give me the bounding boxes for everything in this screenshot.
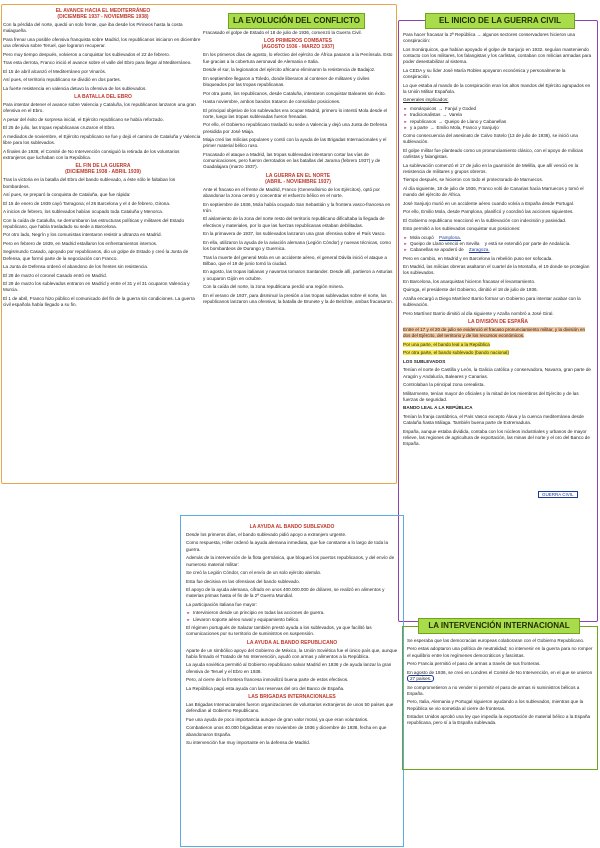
paragraph: La Junta de Defensa ordenó el abandono de los frentes sin resistencia. <box>3 264 149 270</box>
list-key: monárquicos <box>410 105 437 111</box>
text: En agosto de 1936, se creó en Londres el Comité de No Intervención, en el que se unieron <box>407 669 593 675</box>
paragraph: Tenían el norte de Castilla y León, la Galicia católica y conservadora, Navarra, gran parte de Aragón y Andalucía, Baleares y Canarias. <box>403 367 591 379</box>
paragraph: Se esperaba que las democracias europeas colaboraran con el Gobierno Republicano. <box>407 638 585 643</box>
paragraph: En septiembre de 1936, Mola había ocupado San Sebastián y la frontera vasco-francesa en Irún. <box>203 201 391 213</box>
paragraph: A mediados de noviembre, el Ejército republicano se fue y dejó el camino de Cataluña y Valencia libre para los sublevados. <box>3 133 201 146</box>
paragraph: Se comprometieron a no vender ni permitir el paso de armas ni suministros bélicos a España. <box>407 684 580 696</box>
guerra-civil-box: GUERRA CIVIL <box>538 491 578 498</box>
paragraph: Esto permitió a los sublevados conquistar sus posiciones: <box>403 226 521 232</box>
paragraph: El golpe militar fue planteado como un pronunciamiento clásico, con el apoyo de milicias carlistas y falangistas. <box>403 147 584 160</box>
paragraph: La sublevación comenzó el 17 de julio en la guarnición de Melilla, que allí venció en la resistencia de militares y grupos obreros. <box>403 162 579 174</box>
list-value: Queipo de Llano y Cabanellas <box>444 118 507 124</box>
paragraph: En septiembre llegaron a Toledo, donde liberaron al contener de militares y civiles bloqueados por las tropas republicanas. <box>203 75 370 88</box>
highlight-text: Por otra parte, el bando sublevado (bando nacional) <box>403 350 509 356</box>
list-value: y está se extendió por parte de Andalucía. <box>484 240 571 246</box>
paragraph <box>403 342 593 348</box>
paragraph: El Gobierno republicano reaccionó en la sublevación con indecisión y pasividad. <box>403 217 567 223</box>
paragraph: Para frenar una posible ofensiva franquista sobre Madrid, los republicanos iniciaron en diciembre una ofensiva sobre Teruel, que lograron recuperar. <box>3 36 201 49</box>
paragraph: A pesar del éxito de sorpresa inicial, el Ejército republicano se había reforzado. <box>3 116 164 122</box>
list-key: Cabanellas se apoderó de <box>410 247 464 253</box>
paragraph: Tras la muerte del general Mola en un accidente aéreo, el general Dávila inició el ataque a Bilbao, que el 19 de junio tomó la ciudad. <box>203 254 387 266</box>
paragraph <box>403 327 593 340</box>
paragraph <box>407 670 593 683</box>
paragraph: Fracasado el ataque a Madrid, las tropas sublevadas intentaron cortar las vías de comunicaciones, pero fueron derrotados en las batallas del Jarama (febrero 1937) y de Guadalajara (marzo 1937). <box>203 151 381 170</box>
paragraph: Por otra parte, los republicanos, desde Cataluña, intentaron conquistar Baleares sin éxito. <box>203 90 386 96</box>
list-text: Llevaron soporte aéreo naval y equipamiento bélico. <box>193 616 300 622</box>
text: algunos sectores conservadores hicieron una conspiración: <box>403 32 576 44</box>
paragraph: Pero en febrero de 1939, en Madrid estallaron los enfrentamientos internos. <box>3 240 158 246</box>
list-key: y a parte <box>410 124 428 130</box>
paragraph: A inicios de febrero, los sublevados habían ocupado toda Cataluña y Menorca. <box>3 209 164 215</box>
section-subtitle-fin: (DICIEMBRE 1938 - ABRIL 1939) <box>65 169 141 176</box>
subheading-leal: BANDO LEAL A LA REPÚBLICA <box>403 405 473 411</box>
paragraph: Hasta noviembre, ambos bandos trataron de consolidar posiciones. <box>203 99 341 105</box>
paragraph: Desde el sur, la legionarios del ejército africano eliminaron la resistencia de Badajoz. <box>203 67 376 73</box>
list-item <box>186 617 398 623</box>
paragraph: Los monárquicos, que habían apoyado el golpe de Sanjurjo en 1932, seguían manteniendo contacto con los militares, los falangistas y los carlistas, contaban con milicias armadas para poder desestabilizar al sistema. <box>403 46 592 65</box>
list-title: Generales implicados: <box>403 97 449 103</box>
highlight-text: Entre el 17 y el 20 de julio se evidenció el fracaso pronunciamiento militar, y la división en dos del Ejército, del territorio y de los recursos económicos. <box>403 327 586 339</box>
paragraph: Las Brigadas Internacionales fueron organizaciones de voluntarios extranjeros de unos 50 países que defendían al Gobierno Republicano. <box>186 702 394 714</box>
paragraph: Pero en cambio, en Madrid y en Barcelona la rebelión puso ser sofocada. <box>403 255 553 261</box>
paragraph: Por ello, Emilio Mola, desde Pamplona, planificó y coordinó las acciones siguientes. <box>403 209 574 215</box>
paragraph: Tras esta derrota, Franco inició el avance sobre el valle del Ebro para llegar al Mediterráneo. <box>3 60 192 66</box>
paragraph: José Sanjurjo murió en un accidente aéreo cuando volvía a España desde Portugal. <box>403 200 575 206</box>
paragraph: El régimen portugués de Salazar también prestó ayuda a los sublevados, ya que facilitó las comunicaciones por su territorio de suministros en suspensión. <box>186 624 372 637</box>
ayuda-column <box>186 522 398 749</box>
paragraph: En ella, utilizaron la ayuda de la aviación alemana (Legión Cóndor) y nuevas técnicas, como los bombardeos de Durango y Guernica. <box>203 239 391 252</box>
paragraph: Como respuesta, Hitler ordenó la ayuda alemana inmediata, que fue constante a lo largo de toda la guerra. <box>186 540 388 552</box>
text: Para hacer fracasar la 2ª República <box>403 32 476 37</box>
paragraph: Por otro lado, Negrín y los comunistas intentaron resistir a ultranza en Madrid. <box>3 232 162 238</box>
positions-list <box>403 235 593 254</box>
section-subtitle-combates: (AGOSTO 1936 - MARZO 1937) <box>261 44 335 51</box>
paragraph: La ayuda soviética permitió al Gobierno republicano salvar Madrid en 1936 y de ayuda lanzar la gran ofensiva de Teruel y el Ebro en 1938. <box>186 662 392 674</box>
section-title-fin: EL FIN DE LA GUERRA <box>75 163 131 170</box>
section-title-ayuda-republicano: LA AYUDA AL BANDO REPUBLICANO <box>246 639 338 646</box>
paragraph: Así pues, el territorio republicano se dividió en dos partes. <box>3 77 121 83</box>
paragraph: Ante el fracaso en el frente de Madrid, Franco (Generalísimo de los Ejércitos), optó por abandonar la zona centro y concentrar el esfuerzo bélico en el norte. <box>203 186 380 199</box>
list-item <box>403 125 593 131</box>
bullet-icon: ▸ <box>404 112 407 118</box>
paragraph: Por ello, el Gobierno republicano trasladó su sede a Valencia y dejó una Junta de Defensa presidida por José Miaja. <box>203 122 388 134</box>
paragraph: Fracasado el golpe de Estado el 18 de julio de 1936, comenzó la Guerra Civil. <box>203 30 362 35</box>
bullet-icon: ▸ <box>404 118 407 124</box>
paragraph: A finales de 1938, el Comité de No Intervención consiguió la retirada de los voluntarios extranjeros que luchaban con la República. <box>3 148 180 160</box>
paragraph: En agosto, las tropas italianas y navarras tomaron Santander. Desde allí, partieron a Asturias y ocuparon Gijón en octubre. <box>203 269 393 281</box>
paragraph: Tiempo después, se hicieron con todo el protectorado de Marruecos. <box>403 177 544 183</box>
bullet-icon: ▸ <box>187 616 190 622</box>
paragraph: Así pues, se preparó la conquista de Cataluña, que fue rápida: <box>3 192 131 198</box>
paragraph: Fue una ayuda de poco importancia aunque de gran valor moral, ya que eran voluntarios. <box>186 716 369 722</box>
paragraph: Con la caída del norte, la zona republicana perdió una región minera. <box>203 284 344 290</box>
generals-list <box>403 106 593 131</box>
paragraph: El 25 de julio, las tropas republicanas cruzaron el Ebro. <box>3 125 116 131</box>
paragraph <box>403 350 593 356</box>
arrow-icon: → <box>429 124 435 130</box>
paragraph: Con la caída de Cataluña, se derrumbaron las estructuras políticas y militares del Estado republicano, que había trasladado su sede a Barcelona. <box>3 217 185 229</box>
paragraph: Miaja creó las milicias populares y contó con la ayuda de las Brigadas Internacionales y el primer material bélico ruso. <box>203 137 387 149</box>
list-item <box>403 247 593 253</box>
section-subtitle-norte: (ABRIL - NOVIEMBRE 1937) <box>265 178 331 185</box>
bullet-icon: ▸ <box>404 105 407 111</box>
paragraph: Aparte de un simbólico apoyo del Gobierno de México, la Unión Soviética fue el único país que, aunque había firmado el Tratado de No Intervención, ayudó con armas y alimentos a la República. <box>186 647 398 659</box>
paragraph: España, aunque estaba dividida, contaba con los núcleos industriales y urbanos de mayor relieve, las regiones de agricultura de exportación, las minas del norte y el oro del Banco de España. <box>403 428 590 447</box>
paragraph: En el verano de 1937, para disminuir la presión a las tropas sublevadas sobre el norte, los republicanos lanzaron una ofensiva; la batalla de Brunete y la de Belchite, ambas fracasaron. <box>203 292 393 304</box>
paragraph: El aislamiento de la zona del norte resto del territorio republicano dificultaba la llegada de efectivos y materiales, por lo que las fuerzas republicanas estaban debilitadas. <box>203 216 385 228</box>
paragraph: Estados Unidos aprobó una ley que impedía la exportación de material bélico a la España republicana, pero sí a la España sublevada. <box>407 714 591 726</box>
arrow-icon: → <box>438 105 443 111</box>
list-key: republicanos <box>410 118 437 124</box>
list-key: tradicionalistas <box>410 112 441 118</box>
arrow-icon: → <box>442 112 447 118</box>
section-subtitle-avance: (DICIEMBRE 1937 - NOVIEMBRE 1938) <box>57 14 149 20</box>
paragraph: En Barcelona, los anarquistas hicieron fracasar el levantamiento. <box>403 278 536 284</box>
paragraph: Quiroga, el presidente del Gobierno, dimitió el 18 de julio de 1936. <box>403 287 538 293</box>
paragraph: El 29 de marzo los sublevados entraron en Madrid y entre el 31 y el 31 ocuparon Valencia y Murcia. <box>3 281 190 293</box>
paragraph: Lo que estaba al mando de la conspiración eran los altos mandos del Ejército agrupados en la Unión Militar Española. <box>403 82 591 94</box>
paragraph: El 1 de abril, Franco hizo público el comunicado del fin de la guerra sin condiciones. La guerra civil española había llegado a su fin. <box>3 295 195 308</box>
paragraph: La participación italiana fue mayor: <box>186 601 257 607</box>
bullet-icon: ▸ <box>404 247 407 253</box>
arrow-icon: → <box>438 118 443 124</box>
list-value: Fanjul y Goded <box>444 105 477 111</box>
bullet-icon: ▸ <box>187 610 190 616</box>
list-key: Queipo de Llano venció en Sevilla <box>410 240 480 246</box>
section-title-avance: EL AVANCE HACIA EL MEDITERRÁNEO <box>55 8 151 14</box>
banner-inicio: EL INICIO DE LA GUERRA CIVIL <box>425 13 575 29</box>
paragraph: Para intentar detener el avance sobre Valencia y Cataluña, los republicanos lanzaron una gran ofensiva en el Ebro. <box>3 101 196 114</box>
paragraph: Pero Francia permitió el paso de armas a través de sus fronteras. <box>407 661 541 667</box>
paragraph: Segismundo Casado, apoyado por republicanos, dio un golpe de Estado y creó la Junta de Defensa, que formó parte de la negociación con Franco. <box>3 249 189 261</box>
list-value: Varela <box>448 112 462 118</box>
paragraph: En la primavera de 1937, los sublevados lanzaron una gran ofensiva sobre el País Vasco. <box>203 231 386 237</box>
bullet-icon: ▸ <box>404 124 407 130</box>
paragraph: En Madrid, las milicias obreras asaltaron el cuartel de la Montaña, el 19 donde se protegían los sublevados. <box>403 264 590 276</box>
paragraph: El apoyo de la ayuda alemana, cifrado en unos 400.000.000 de dólares, se realizó en alimentos y materias primas hasta el fin de la 2ª Guerra Mundial. <box>186 587 385 599</box>
highlight-text: Por una parte, el bando leal a la República <box>403 341 490 347</box>
list-value: Emilio Mola, Franco y Sanjurjo <box>436 124 499 130</box>
paragraph: Tras la victoria en la batalla del Ebro del bando sublevado, a éste sólo le faltaban los bombardeos. <box>3 177 176 189</box>
paragraph: Al día siguiente, 18 de julio de 1936, Franco voló de Canarias hacia Marruecos y tomó el mando del ejército de África. <box>403 185 584 198</box>
paragraph: Pero Martínez Barrio dimitió al día siguiente y Azaña nombró a José Giral. <box>403 310 554 316</box>
section-title-ebro: LA BATALLA DEL EBRO <box>74 93 132 100</box>
paragraph: Desde los primeros días, el bando sublevado pidió apoyo a extranjero urgente. <box>186 532 347 537</box>
paragraph: Azaña encargó a Diego Martínez Barrio formar un Gobierno para intentar acabar con la sublevación. <box>403 295 581 308</box>
paragraph: Militarmente, tenían mayor de oficiales y la mitad de los miembros del Ejército y de las fuerzas de seguridad. <box>403 390 579 402</box>
list-key: Mola ocupó <box>410 234 434 240</box>
paragraph: Como consecuencia del asesinato de Calvo Sotelo (13 de julio de 1936), se inició una sublevación. <box>403 133 578 145</box>
highlight-box: 27 países. <box>407 675 434 682</box>
paragraph: Combatieron unos 40.000 brigadistas entre noviembre de 1936 y diciembre de 1938, fecha en que abandonaron España. <box>186 725 387 737</box>
paragraph: La CEDA y su líder José María Robles apoyaron económica y personalmente la conspiración. <box>403 67 566 80</box>
paragraph: En los primeros días de agosto, lo efectivo del ejército de África pasaron a la Península. Esto fue gracias a la cobertura aeronaval de Alemania e Italia. <box>203 52 393 64</box>
paragraph: La fuerte resistencia en valencia detuvo la ofensiva de los sublevados. <box>3 85 147 91</box>
paragraph: Con la pérdida del norte, quedó un solo frente, que iba desde los Pirineos hasta la costa malagueña. <box>3 22 183 34</box>
paragraph: El 15 de enero de 1939 cayó Tarragona; el 26 Barcelona y el 4 de febrero, Girona. <box>3 200 171 206</box>
list-text: Intervinieron desde un principio en todas las acciones de guerra. <box>193 610 325 616</box>
paragraph: Pero, Italia, Alemania y Portugal siguieron ayudando a los sublevados, mientras que la República se vio sometida al cierre de fronteras. <box>407 699 584 711</box>
section-title-ayuda-sublevado: LA AYUDA AL BANDO SUBLEVADO <box>249 524 335 530</box>
banner-intervencion: LA INTERVENCIÓN INTERNACIONAL <box>418 618 580 634</box>
subheading-sublevados: LOS SUBLEVADOS <box>403 358 446 364</box>
paragraph: Su intervención fue muy importante en la defensa de Madrid. <box>186 740 311 746</box>
right-column <box>403 32 593 450</box>
section-title-norte: LA GUERRA EN EL NORTE <box>265 172 331 179</box>
paragraph: Esta fue decisiva en las ofensivas del bando sublevado. <box>186 578 300 584</box>
list-value: Pamplona. <box>439 234 461 240</box>
section-title-combates: LOS PRIMEROS COMBATES <box>264 38 332 45</box>
list-value: Zaragoza. <box>468 247 490 253</box>
paragraph: El 15 de abril alcanzó el Mediterráneo por Vinaròs. <box>3 68 107 74</box>
intl-column <box>407 638 593 729</box>
bullet-icon: ▸ <box>404 240 407 246</box>
paragraph: Tenían la franja cantábrica, el País Vasco excepto Álava y la cuenca mediterránea desde Cataluña hasta Málaga. También buena parte de Extremadura. <box>403 413 584 426</box>
banner-evolucion: LA EVOLUCIÓN DEL CONFLICTO <box>228 13 365 29</box>
section-title-brigadas: LAS BRIGADAS INTERNACIONALES <box>248 694 336 701</box>
paragraph: Pero estas adoptaron una política de neutralidad; no intervenir en la guerra para no romper el equilibrio entre los regímenes democráticos y fascistas. <box>407 646 593 658</box>
paragraph: El 28 de marzo el coronel Casado entró en Madrid. <box>3 272 107 278</box>
section-title-division: LA DIVISIÓN DE ESPAÑA <box>467 319 528 326</box>
paragraph: La República pagó esta ayuda con las reservas del oro del Banco de España. <box>186 685 345 691</box>
arrow-icon: → <box>476 32 482 37</box>
paragraph: Se creó la Legión Cóndor, con el envío de un solo ejército alemán. <box>186 570 322 576</box>
paragraph <box>403 32 593 45</box>
bullet-icon: ▸ <box>404 234 407 240</box>
center-column <box>203 30 393 307</box>
paragraph: Pero, al cierre de la frontera francesa inmovilizó buena parte de estos efectivos. <box>186 677 349 683</box>
paragraph: Además de la intervención de la flota germánica, que bloqueó los puertos republicanos, y del envío de numeroso material militar: <box>186 555 395 567</box>
paragraph: Controlaban la principal zona cerealista. <box>403 382 485 388</box>
paragraph: Pero muy tiempo después, volvieron a conquistar los sublevados el 22 de febrero. <box>3 51 171 57</box>
paragraph: El principal objetivo de los sublevados era ocupar Madrid, primero lo intentó Mola desde el norte, luego las tropas sublevadas fueron frenadas. <box>203 107 388 119</box>
